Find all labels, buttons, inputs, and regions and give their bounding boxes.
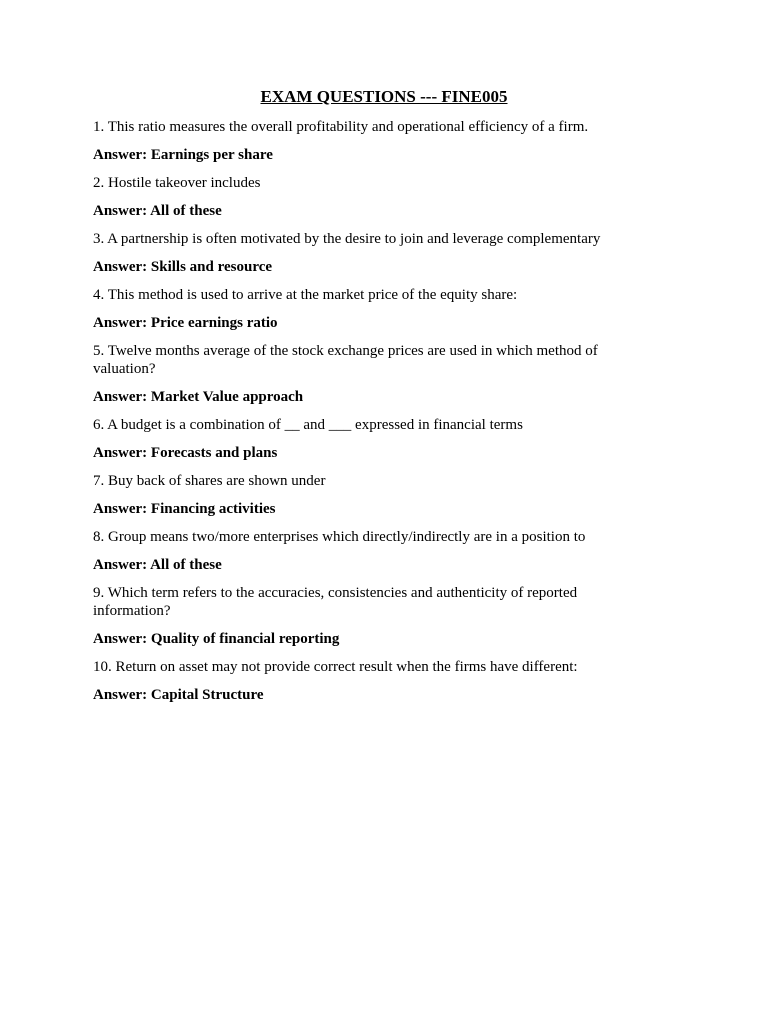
answer-text: Answer: Quality of financial reporting bbox=[93, 631, 340, 647]
question-text: 2. Hostile takeover includes bbox=[93, 175, 261, 191]
answer-text: Answer: Price earnings ratio bbox=[93, 315, 278, 331]
question-text: 3. A partnership is often motivated by the desire to join and leverage complementary bbox=[93, 231, 601, 247]
question-text: 4. This method is used to arrive at the market price of the equity share: bbox=[93, 287, 518, 303]
question-item bbox=[93, 230, 653, 276]
answer-text: Answer: Earnings per share bbox=[93, 147, 273, 163]
question-item bbox=[93, 174, 653, 220]
answer-text: Answer: Financing activities bbox=[93, 501, 276, 517]
question-text: 9. Which term refers to the accuracies, consistencies and authenticity of reported information? bbox=[93, 585, 578, 619]
answer-text: Answer: All of these bbox=[93, 203, 222, 219]
question-item bbox=[93, 472, 653, 518]
answer-text: Answer: Forecasts and plans bbox=[93, 445, 278, 461]
answer-text: Answer: Capital Structure bbox=[93, 687, 264, 703]
question-item bbox=[93, 342, 653, 406]
answer-text: Answer: Skills and resource bbox=[93, 259, 273, 275]
question-text: 5. Twelve months average of the stock exchange prices are used in which method of valuation? bbox=[93, 343, 598, 377]
question-item bbox=[93, 658, 653, 704]
answer-text: Answer: All of these bbox=[93, 557, 222, 573]
question-item bbox=[93, 584, 653, 648]
question-text: 1. This ratio measures the overall profitability and operational efficiency of a firm. bbox=[93, 119, 589, 135]
question-text: 10. Return on asset may not provide correct result when the firms have different: bbox=[93, 659, 578, 675]
question-item bbox=[93, 118, 653, 164]
question-item bbox=[93, 416, 653, 462]
question-list bbox=[93, 118, 653, 704]
answer-text: Answer: Market Value approach bbox=[93, 389, 304, 405]
question-item bbox=[93, 528, 653, 574]
question-text: 7. Buy back of shares are shown under bbox=[93, 473, 326, 489]
question-text: 6. A budget is a combination of __ and ___ expressed in financial terms bbox=[93, 417, 523, 433]
question-text: 8. Group means two/more enterprises which directly/indirectly are in a position to bbox=[93, 529, 586, 545]
document-title: EXAM QUESTIONS --- FINE005 bbox=[260, 87, 508, 106]
question-item bbox=[93, 286, 653, 332]
